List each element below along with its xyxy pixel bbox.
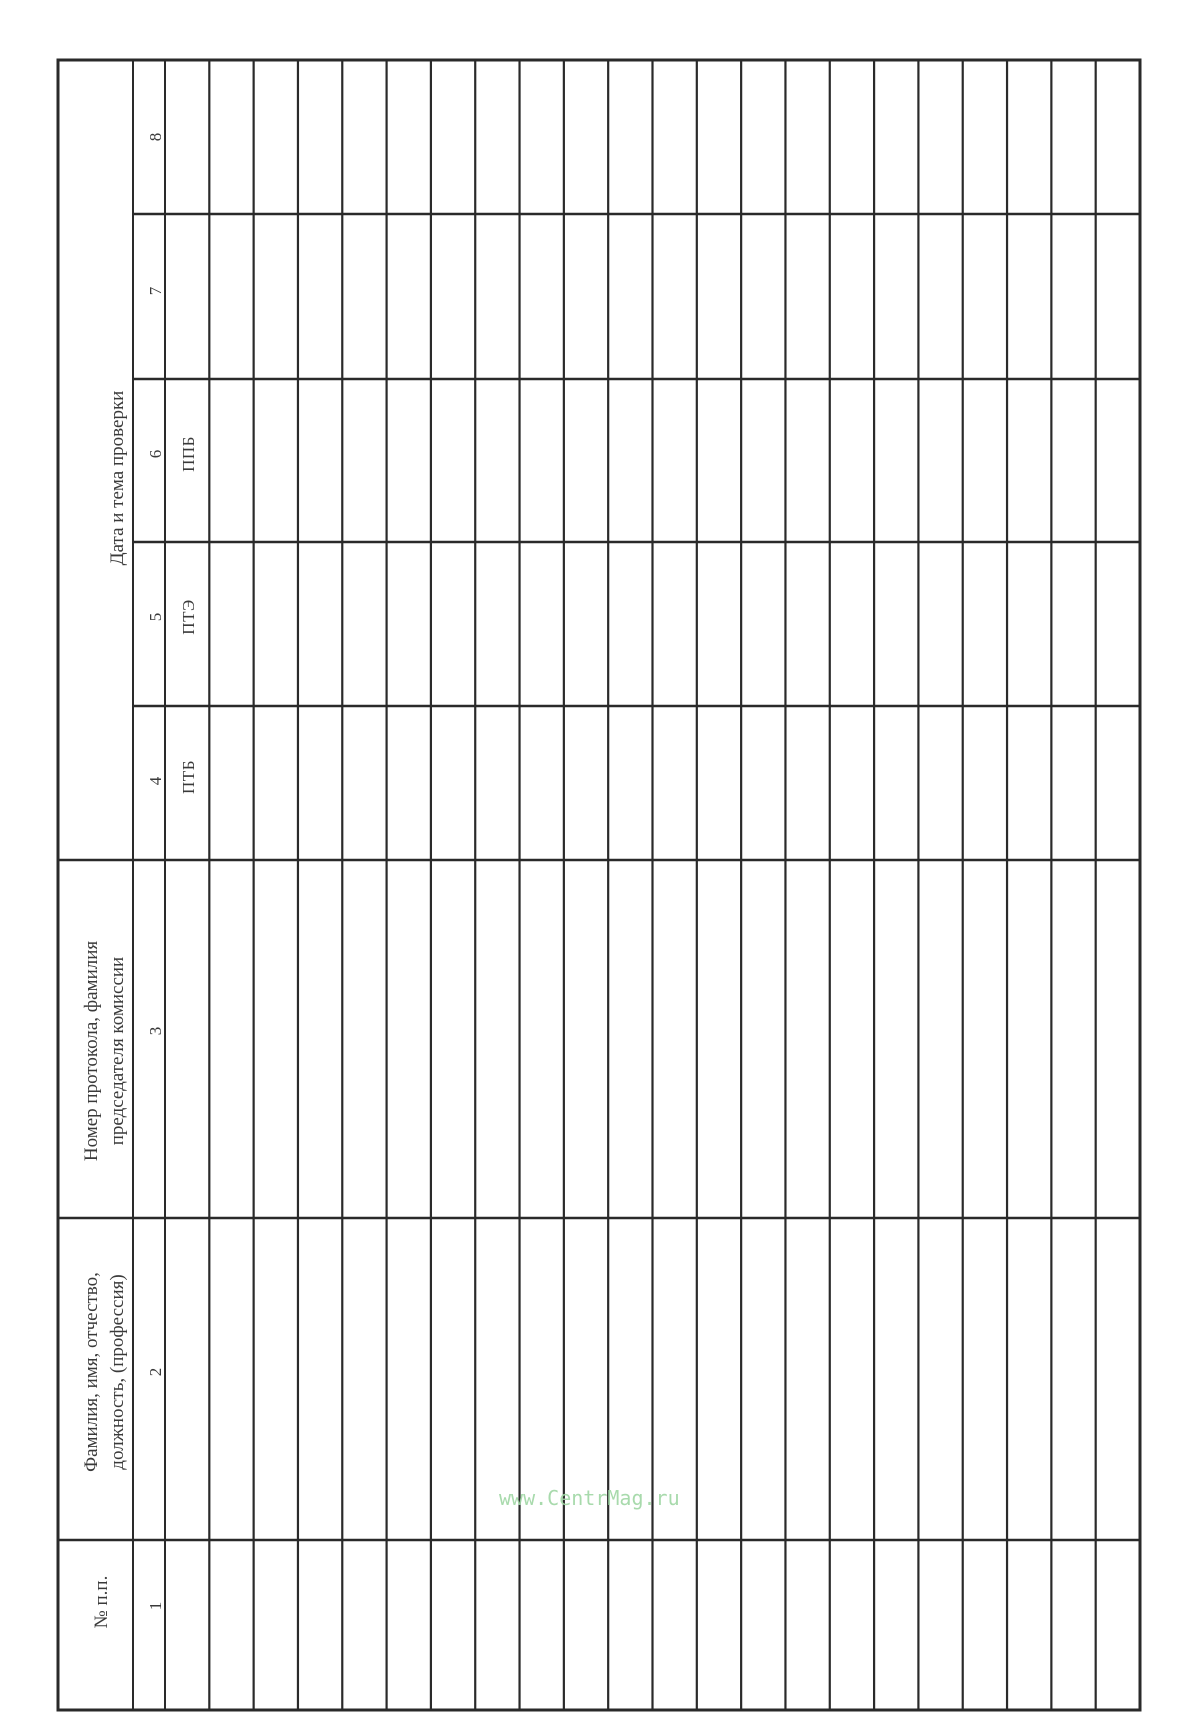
header-date-topic: Дата и тема проверки	[107, 390, 128, 566]
header-full-name-line1: Фамилия, имя, отчество,	[81, 1272, 102, 1472]
topic-pte: ПТЭ	[179, 599, 198, 635]
column-number-1: 1	[146, 1601, 165, 1611]
column-number-2: 2	[146, 1367, 165, 1377]
column-number-4: 4	[146, 776, 165, 786]
column-number-7: 7	[146, 286, 165, 296]
watermark: www.CentrMag.ru	[499, 1486, 680, 1510]
header-protocol-chairman	[79, 871, 131, 1231]
header-number-col: № п.п.	[91, 1575, 112, 1629]
topic-ptb: ПТБ	[179, 760, 198, 794]
column-number-8: 8	[146, 132, 165, 142]
table-border	[58, 60, 1140, 1710]
column-number-5: 5	[146, 612, 165, 622]
column-number-3: 3	[146, 1026, 165, 1036]
header-full-name-position	[79, 1192, 131, 1552]
topic-ppb: ППБ	[179, 436, 198, 472]
header-protocol-line1: Номер протокола, фамилия	[81, 940, 102, 1162]
header-full-name-line2: должность, (профессия)	[107, 1274, 128, 1470]
column-number-6: 6	[146, 449, 165, 459]
header-protocol-line2: председателя комиссии	[107, 956, 128, 1146]
